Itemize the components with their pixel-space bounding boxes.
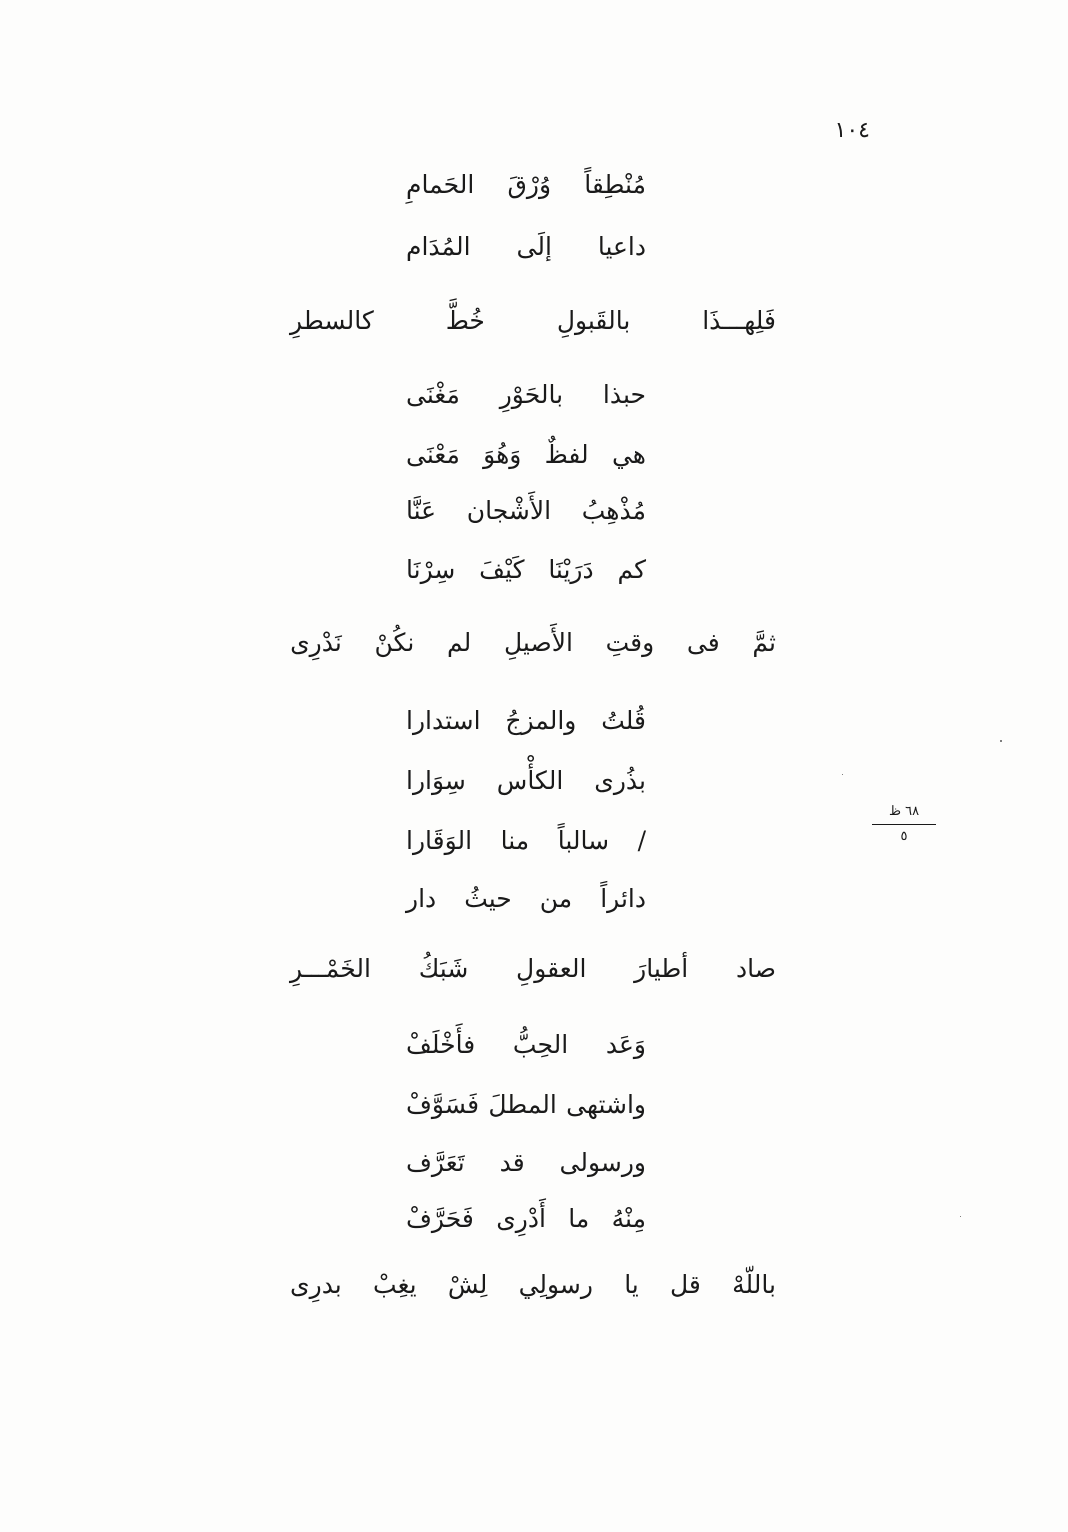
- verse-word: والمزجُ: [505, 706, 577, 735]
- verse-word: شَبَكُ: [418, 954, 469, 983]
- verse-line: [406, 1030, 646, 1060]
- verse-word: رسولِي: [518, 1270, 593, 1299]
- verse-word: وقتِ: [605, 628, 655, 657]
- verse-line: [406, 706, 646, 736]
- verse-word: الأَشْجان: [466, 496, 552, 525]
- verse-word: كم: [617, 555, 646, 584]
- verse-word: داعيا: [597, 232, 646, 261]
- verse-refrain: [290, 1270, 776, 1300]
- verse-word: قُلتُ: [601, 706, 646, 735]
- verse-word: منا: [500, 826, 530, 855]
- verse-refrain: [290, 628, 776, 658]
- verse-word: مَعْنَى: [406, 440, 460, 469]
- page-number: ١٠٤: [834, 118, 870, 143]
- verse-word: سِرْنَا: [406, 555, 456, 584]
- verse-word: فَحَرَّفْ: [406, 1204, 474, 1233]
- margin-folio-note: [872, 804, 936, 844]
- verse-line: [406, 1204, 646, 1234]
- verse-word: أطيارَ: [634, 954, 689, 983]
- verse-word: كالسطرِ: [290, 306, 374, 335]
- verse-word: يغِبْ: [373, 1270, 417, 1299]
- verse-word: الحَمامِ: [406, 170, 475, 199]
- verse-word: بذُرى: [594, 766, 646, 795]
- verse-word: بدرِى: [290, 1270, 342, 1299]
- verse-word: لم: [447, 628, 472, 657]
- verse-word: ثمَّ: [752, 628, 776, 657]
- scan-speck: [1000, 740, 1002, 742]
- scan-speck: [960, 1216, 961, 1217]
- verse-word: فَسَوَّفْ: [406, 1090, 480, 1119]
- verse-word: الكأْس: [496, 766, 564, 795]
- verse-line: [406, 496, 646, 526]
- verse-word: إلَى: [516, 232, 552, 261]
- verse-line: [406, 766, 646, 796]
- folio-reference: ٦٨ ظ: [872, 804, 936, 825]
- verse-word: أَدْرِى: [496, 1204, 546, 1233]
- verse-word: فَلِهـــذَا: [702, 306, 776, 335]
- verse-line: [406, 1148, 646, 1178]
- verse-line: [406, 440, 646, 470]
- verse-word: العقولِ: [516, 954, 587, 983]
- folio-subnumber: ٥: [900, 828, 908, 844]
- verse-word: الخَمْـــرِ: [290, 954, 371, 983]
- verse-word: لِشْ: [447, 1270, 488, 1299]
- verse-word: الحِبُّ: [512, 1030, 569, 1059]
- verse-word: حيثُ: [464, 884, 512, 913]
- verse-word: دار: [406, 884, 437, 913]
- verse-line: [406, 170, 646, 200]
- verse-word: دَرَيْنَا: [548, 555, 594, 584]
- verse-word: نَدْرِى: [290, 628, 342, 657]
- verse-word: خُطَّ: [445, 306, 485, 335]
- verse-word: حبذا: [602, 380, 646, 409]
- verse-word: سالباً: [557, 826, 610, 855]
- verse-word: مُذْهِبُ: [581, 496, 646, 525]
- verse-line: [406, 826, 646, 856]
- verse-refrain: [290, 954, 776, 984]
- verse-word: يا: [624, 1270, 639, 1299]
- verse-word: نكُنْ: [374, 628, 415, 657]
- verse-word: بالقَبولِ: [556, 306, 631, 335]
- verse-word: وَهُوَ: [483, 440, 522, 469]
- verse-word: وَعَد: [605, 1030, 646, 1059]
- verse-word: من: [539, 884, 573, 913]
- verse-word: كَيْفَ: [479, 555, 525, 584]
- verse-word: /: [637, 826, 646, 855]
- verse-word: سِوَارا: [406, 766, 466, 795]
- verse-word: مُنْطِقاً: [584, 170, 646, 199]
- verse-word: تَعَرَّف: [406, 1148, 465, 1177]
- verse-line: [406, 1090, 646, 1120]
- verse-word: وُرْقَ: [507, 170, 552, 199]
- verse-word: المطلَ: [488, 1090, 557, 1119]
- verse-word: واشتهى: [566, 1090, 646, 1119]
- verse-word: صاد: [736, 954, 776, 983]
- verse-word: لفظٌ: [544, 440, 589, 469]
- verse-word: ورسولى: [559, 1148, 646, 1177]
- verse-word: فى: [686, 628, 720, 657]
- verse-word: بالحَوْرِ: [499, 380, 564, 409]
- verse-word: مَغْنَى: [406, 380, 460, 409]
- verse-line: [406, 555, 646, 585]
- verse-word: عَنَّا: [406, 496, 437, 525]
- verse-word: الأَصيلِ: [503, 628, 573, 657]
- verse-word: باللّهْ: [732, 1270, 776, 1299]
- verse-word: المُدَام: [406, 232, 471, 261]
- verse-line: [406, 884, 646, 914]
- verse-word: دائراً: [600, 884, 646, 913]
- verse-word: قد: [499, 1148, 525, 1177]
- verse-word: ما: [568, 1204, 590, 1233]
- verse-refrain: [290, 306, 776, 336]
- scan-speck: [842, 774, 843, 775]
- verse-word: فأَخْلَفْ: [406, 1030, 476, 1059]
- verse-line: [406, 232, 646, 262]
- verse-word: هي: [611, 440, 646, 469]
- verse-word: الوَقَارا: [406, 826, 473, 855]
- verse-word: مِنْهُ: [611, 1204, 646, 1233]
- verse-word: استدارا: [406, 706, 481, 735]
- verse-line: [406, 380, 646, 410]
- verse-word: قل: [670, 1270, 701, 1299]
